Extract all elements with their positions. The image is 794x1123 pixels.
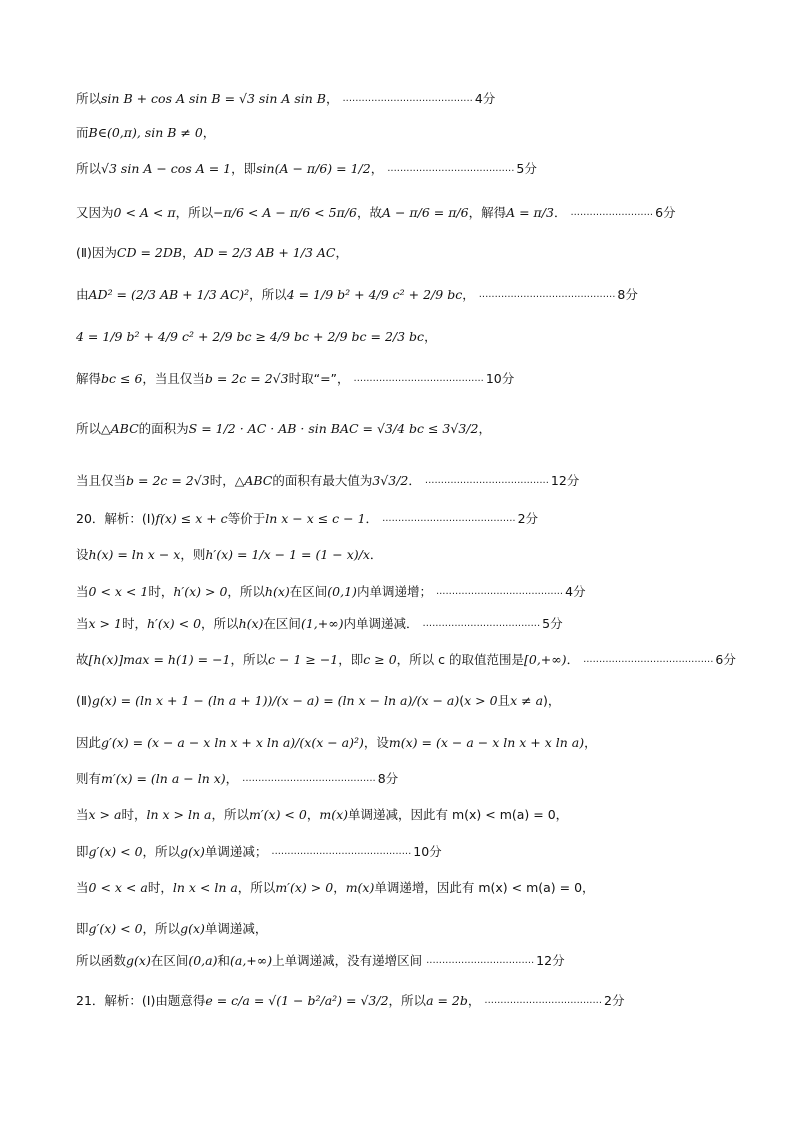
math-expression: (0,1) <box>327 583 357 599</box>
math-expression: g′(x) < 0 <box>88 920 143 936</box>
line-text: 在区间 <box>289 584 328 599</box>
line-text: 故 <box>76 652 89 667</box>
line-text: 所以 <box>76 421 102 436</box>
math-expression: △ABC <box>234 472 273 488</box>
line-text: ，所以 c 的取值范围是 <box>396 652 524 667</box>
line-text: 所以函数 <box>76 953 127 968</box>
score-mark: 2分 <box>517 511 539 526</box>
math-expression: m(x) <box>345 879 375 895</box>
math-expression: 0 < x < a <box>88 879 148 895</box>
score-mark: 6分 <box>655 205 676 220</box>
math-expression: e = c/a = √(1 − b²/a²) = √3/2 <box>205 992 389 1008</box>
line-text: ， <box>478 421 491 436</box>
dot-leader: ........................................ <box>435 585 564 597</box>
line-text: ，所以 <box>388 993 427 1008</box>
math-expression: b = 2c = 2√3 <box>204 370 289 386</box>
line-text: ，即 <box>338 652 364 667</box>
math-expression: x > 1 <box>88 615 122 631</box>
line-text: 单调递减，因此有 m(x) < m(a) = 0， <box>348 807 569 822</box>
line-text: 当 <box>76 807 89 822</box>
math-expression: −π/6 < A − π/6 < 5π/6 <box>213 204 357 220</box>
solution-line <box>76 796 568 832</box>
line-text: 因此 <box>76 735 102 750</box>
line-text: ，当且仅当 <box>142 371 205 386</box>
solution-line <box>76 114 215 150</box>
line-text: ，则 <box>180 547 206 562</box>
line-text: 由 <box>76 287 89 302</box>
math-expression: S = 1/2 · AC · AB · sin BAC = √3/4 bc ≤ 3√3/2 <box>188 420 479 436</box>
line-text: 20．解析：(Ⅰ) <box>76 511 156 526</box>
math-expression: g(x) <box>180 920 205 936</box>
solution-line <box>76 682 560 718</box>
math-expression: g′(x) = (x − a − x ln x + x ln a)/(x(x − a)²) <box>101 734 364 750</box>
line-text: ， <box>467 993 481 1008</box>
score-mark: 6分 <box>715 652 736 667</box>
line-text: 当 <box>76 616 89 631</box>
score-mark: 10分 <box>485 371 515 386</box>
line-text: 单调递增，因此有 m(x) < m(a) = 0， <box>374 880 595 895</box>
math-expression: AD = 2/3 AB + 1/3 AC <box>194 244 336 260</box>
solution-line <box>76 605 563 641</box>
math-expression: g′(x) < 0 <box>88 843 143 859</box>
math-expression: A = π/3 <box>506 204 554 220</box>
solution-line <box>76 760 398 796</box>
line-text: (Ⅱ) <box>76 692 92 708</box>
line-text: 所以 <box>76 161 102 176</box>
math-expression: x ≠ a <box>510 692 544 708</box>
dot-leader: .......................... <box>570 206 654 218</box>
line-text: ． <box>553 205 567 220</box>
math-expression: g(x) <box>180 843 205 859</box>
dot-leader: ....................................... <box>424 474 549 486</box>
math-expression: AD² = (2/3 AB + 1/3 AC)² <box>88 286 250 302</box>
math-expression: (1,+∞) <box>300 615 344 631</box>
math-expression: h′(x) > 0 <box>173 583 228 599</box>
dot-leader: ............................................ <box>271 845 412 857</box>
solution-line <box>76 276 638 312</box>
math-expression: x > a <box>88 806 122 822</box>
solution-line <box>76 641 736 677</box>
line-text: (Ⅱ)因为 <box>76 245 117 260</box>
dot-leader: ........................................... <box>478 288 616 300</box>
solution-line <box>76 410 491 446</box>
math-expression: m′(x) = (ln a − ln x) <box>101 770 226 786</box>
line-text: 所以 <box>76 91 102 106</box>
line-text: 当且仅当 <box>76 473 127 488</box>
solution-line <box>76 318 437 354</box>
solution-line <box>76 724 597 760</box>
math-expression: b = 2c = 2√3 <box>126 472 210 488</box>
line-text: 21．解析：(Ⅰ)由题意得 <box>76 993 206 1008</box>
line-text: ， <box>462 287 475 302</box>
math-expression: f(x) ≤ x + c <box>155 510 228 526</box>
line-text: ， <box>202 125 216 140</box>
solution-line <box>76 573 586 609</box>
dot-leader: .................................. <box>426 954 535 966</box>
dot-leader: ......................................... <box>353 372 484 384</box>
math-expression: h′(x) = 1/x − 1 = (1 − x)/x <box>205 546 370 562</box>
line-text: 又因为 <box>76 205 114 220</box>
math-expression: h′(x) < 0 <box>146 615 202 631</box>
line-text: )， <box>543 693 561 708</box>
line-text: ，所以 <box>249 287 287 302</box>
math-expression: A − π/6 = π/6 <box>381 204 469 220</box>
math-expression: c − 1 ≥ −1 <box>268 651 339 667</box>
line-text: ， <box>584 735 597 750</box>
line-text: ，设 <box>363 735 389 750</box>
math-expression: √3 sin A − cos A = 1 <box>101 160 232 176</box>
line-text: 在区间 <box>150 953 189 968</box>
line-text: ． <box>369 547 383 562</box>
score-mark: 8分 <box>377 771 399 786</box>
line-text: 内单调递增； <box>356 584 432 599</box>
line-text: ，所以 <box>230 652 269 667</box>
math-expression: sin(A − π/6) = 1/2 <box>256 160 371 176</box>
math-expression: ln x − x ≤ c − 1 <box>265 510 366 526</box>
math-expression: ln x < ln a <box>172 879 238 895</box>
math-expression: bc ≤ 6 <box>101 370 143 386</box>
dot-leader: ..................................... <box>484 994 603 1006</box>
line-text: ， <box>333 880 346 895</box>
math-expression: ln x > ln a <box>146 806 212 822</box>
dot-leader: ..................................... <box>422 617 541 629</box>
solution-line <box>76 910 267 946</box>
line-text: 时， <box>148 584 174 599</box>
math-expression: c ≥ 0 <box>363 651 397 667</box>
line-text: ，所以 <box>175 205 214 220</box>
line-text: 在区间 <box>263 616 301 631</box>
score-mark: 5分 <box>542 616 563 631</box>
line-text: ． <box>408 473 421 488</box>
line-text: ． <box>566 652 580 667</box>
solution-line <box>76 150 537 186</box>
math-expression: 0 < A < π <box>113 204 176 220</box>
math-expression: m′(x) > 0 <box>275 879 334 895</box>
math-expression: 4 = 1/9 b² + 4/9 c² + 2/9 bc ≥ 4/9 bc + 2/9 bc = 2/3 bc <box>76 328 425 344</box>
score-mark: 12分 <box>550 473 580 488</box>
line-text: 时， <box>209 473 235 488</box>
score-mark: 10分 <box>413 844 442 859</box>
dot-leader: ......................................... <box>583 653 714 665</box>
line-text: 当 <box>76 880 89 895</box>
math-expression: 4 = 1/9 b² + 4/9 c² + 2/9 bc <box>286 286 463 302</box>
line-text: ， <box>325 91 339 106</box>
line-text: 解得 <box>76 371 102 386</box>
line-text: 而 <box>76 125 89 140</box>
score-mark: 2分 <box>604 993 625 1008</box>
line-text: 和 <box>217 953 230 968</box>
line-text: 且 <box>497 693 511 708</box>
math-expression: m′(x) < 0 <box>248 806 307 822</box>
line-text: ( <box>459 692 465 708</box>
math-expression: g(x) <box>126 952 151 968</box>
score-mark: 4分 <box>565 584 586 599</box>
solution-line <box>76 982 624 1018</box>
math-expression: B∈(0,π), sin B ≠ 0 <box>88 124 203 140</box>
solution-line <box>76 833 442 869</box>
line-text: 内单调递减． <box>343 616 419 631</box>
line-text: ， <box>182 245 195 260</box>
math-expression: h(x) = ln x − x <box>88 546 181 562</box>
line-text: ，解得 <box>468 205 507 220</box>
solution-line <box>76 462 579 498</box>
line-text: ， <box>424 329 437 344</box>
dot-leader: ........................................ <box>387 162 515 174</box>
dot-leader: ......................................... <box>342 92 473 104</box>
line-text: ，所以 <box>211 807 249 822</box>
line-text: ，所以 <box>237 880 276 895</box>
line-text: 上单调递减，没有递增区间 <box>272 953 423 968</box>
line-text: ，所以 <box>201 616 239 631</box>
solution-line <box>76 869 595 905</box>
line-text: ． <box>365 511 379 526</box>
line-text: 时， <box>121 807 147 822</box>
line-text: 单调递减， <box>204 921 268 936</box>
score-mark: 5分 <box>516 161 537 176</box>
math-expression: sin B + cos A sin B = √3 sin A sin B <box>101 90 326 106</box>
dot-leader: .......................................... <box>382 512 516 524</box>
math-expression: m(x) = (x − a − x ln x + x ln a) <box>388 734 585 750</box>
line-text: 的面积为 <box>138 421 189 436</box>
math-expression: [0,+∞) <box>523 651 567 667</box>
math-expression: 3√3/2 <box>372 472 409 488</box>
solution-line <box>76 942 565 978</box>
line-text: 设 <box>76 547 89 562</box>
math-expression: g(x) = (ln x + 1 − (ln a + 1))/(x − a) = (ln x − ln a)/(x − a) <box>91 692 460 708</box>
line-text: ，所以 <box>227 584 265 599</box>
math-expression: 0 < x < 1 <box>88 583 149 599</box>
score-mark: 8分 <box>617 287 638 302</box>
math-expression: h(x) <box>238 615 264 631</box>
math-expression: h(x) <box>264 583 290 599</box>
line-text: 即 <box>76 921 89 936</box>
line-text: 即 <box>76 844 89 859</box>
line-text: 单调递减； <box>204 844 268 859</box>
line-text: 时， <box>147 880 173 895</box>
solution-line <box>76 80 495 116</box>
solution-line <box>76 234 348 270</box>
line-text: 等价于 <box>227 511 266 526</box>
math-expression: a = 2b <box>426 992 468 1008</box>
solution-line <box>76 500 538 536</box>
math-expression: △ABC <box>101 420 139 436</box>
solution-line <box>76 536 382 572</box>
math-expression: CD = 2DB <box>116 244 183 260</box>
line-text: ，所以 <box>142 921 181 936</box>
line-text: 时取“=”， <box>288 371 350 386</box>
line-text: ，所以 <box>142 844 181 859</box>
score-mark: 4分 <box>474 91 496 106</box>
score-mark: 12分 <box>536 953 565 968</box>
line-text: ， <box>306 807 320 822</box>
math-expression: m(x) <box>319 806 348 822</box>
solution-line <box>76 194 676 230</box>
line-text: ，故 <box>356 205 382 220</box>
line-text: 则有 <box>76 771 102 786</box>
line-text: ， <box>335 245 348 260</box>
math-expression: [h(x)]max = h(1) = −1 <box>88 651 231 667</box>
line-text: 当 <box>76 584 89 599</box>
line-text: 时， <box>121 616 147 631</box>
solution-line <box>76 360 514 396</box>
math-expression: (0,a) <box>188 952 218 968</box>
line-text: ， <box>225 771 239 786</box>
line-text: 的面积有最大值为 <box>272 473 373 488</box>
line-text: ， <box>370 161 384 176</box>
math-expression: x > 0 <box>464 692 498 708</box>
line-text: ，即 <box>231 161 257 176</box>
math-expression: (a,+∞) <box>230 952 273 968</box>
dot-leader: .......................................... <box>242 772 376 784</box>
